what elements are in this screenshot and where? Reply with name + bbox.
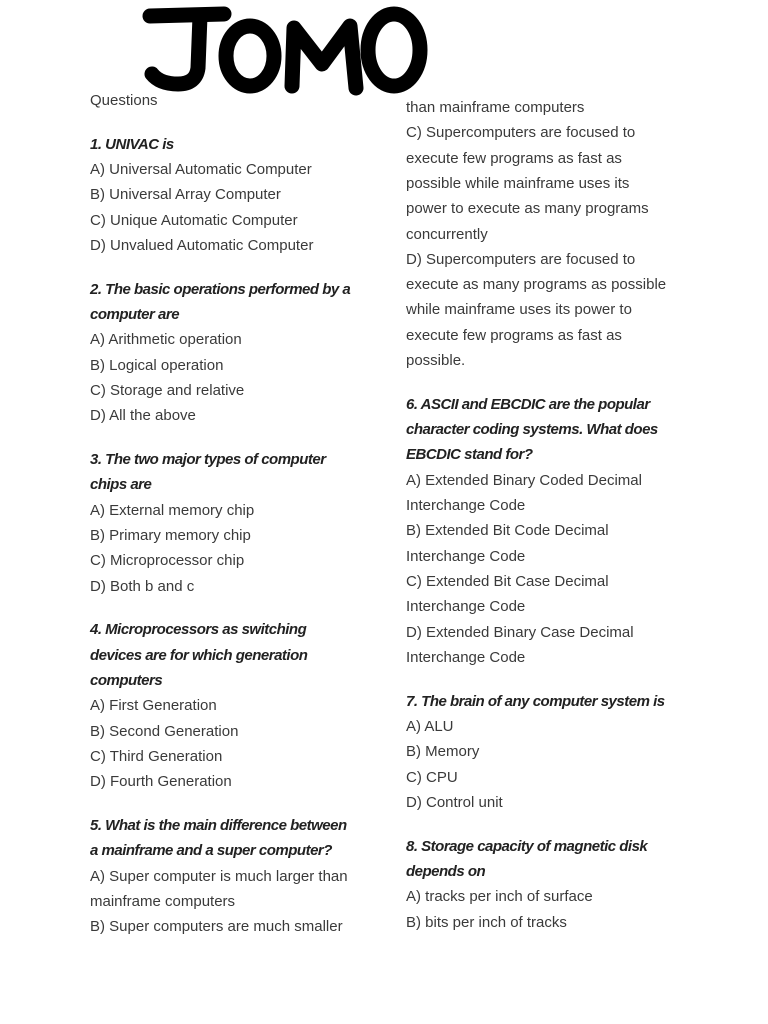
answer-option: A) ALU [406, 717, 454, 735]
answer-option: C) CPU [406, 768, 458, 786]
answer-option: A) Universal Automatic Computer [90, 161, 312, 179]
answer-option: D) Extended Binary Case Decimal [406, 623, 634, 641]
answer-option: A) tracks per inch of surface [406, 888, 593, 906]
question-text: 6. ASCII and EBCDIC are the popular [406, 395, 650, 413]
question-text: devices are for which generation [90, 646, 308, 664]
question-text: 3. The two major types of computer [90, 451, 326, 469]
answer-option: than mainframe computers [406, 99, 585, 116]
answer-option: B) bits per inch of tracks [406, 913, 567, 931]
question-text: a mainframe and a super computer? [90, 842, 332, 860]
answer-option: D) Supercomputers are focused to [406, 250, 636, 268]
answer-option: A) Arithmetic operation [90, 331, 242, 349]
question-text: computer are [90, 306, 180, 324]
question-text: 8. Storage capacity of magnetic disk [406, 837, 648, 855]
answer-option: execute as many programs as possible [406, 276, 667, 294]
answer-option: C) Unique Automatic Computer [90, 211, 298, 229]
question-text: chips are [90, 476, 152, 494]
answer-option: C) Storage and relative [90, 382, 245, 399]
question-text: depends on [406, 862, 486, 880]
answer-option: possible while mainframe uses its [406, 174, 630, 192]
answer-option: D) Fourth Generation [90, 773, 232, 791]
answer-option: Interchange Code [406, 547, 526, 565]
jomo-logo [142, 0, 432, 102]
answer-option: A) Super computer is much larger than [90, 867, 348, 885]
answer-option: C) Supercomputers are focused to [406, 124, 636, 142]
answer-option: C) Extended Bit Case Decimal [406, 572, 609, 590]
answer-option: B) Extended Bit Code Decimal [406, 522, 609, 540]
answer-option: D) Both b and c [90, 577, 195, 595]
question-text: EBCDIC stand for? [406, 446, 533, 464]
question-text: 5. What is the main difference between [90, 817, 347, 834]
answer-option: execute few programs as fast as [406, 149, 622, 167]
answer-option: Interchange Code [406, 497, 526, 514]
question-text: 4. Microprocessors as switching [90, 621, 307, 639]
answer-option: C) Microprocessor chip [90, 552, 245, 570]
answer-option: C) Third Generation [90, 747, 223, 765]
answer-option: while mainframe uses its power to [406, 301, 632, 319]
answer-option: B) Primary memory chip [90, 527, 251, 544]
question-text: 1. UNIVAC is [90, 135, 174, 153]
questions-heading: Questions [90, 92, 158, 109]
answer-option: D) All the above [90, 407, 196, 425]
answer-option: power to execute as many programs [406, 200, 649, 218]
answer-option: mainframe computers [90, 892, 236, 910]
question-text: 7. The brain of any computer system is [406, 692, 665, 710]
answer-option: B) Logical operation [90, 356, 224, 374]
answer-option: B) Universal Array Computer [90, 186, 281, 204]
answer-option: concurrently [406, 225, 488, 243]
answer-option: Interchange Code [406, 598, 526, 616]
answer-option: A) Extended Binary Coded Decimal [406, 471, 642, 489]
answer-option: B) Memory [406, 743, 480, 761]
question-text: character coding systems. What does [406, 421, 658, 439]
answer-option: D) Control unit [406, 793, 503, 811]
answer-option: execute few programs as fast as [406, 326, 622, 344]
answer-option: possible. [406, 352, 466, 369]
answer-option: A) First Generation [90, 697, 217, 715]
question-text: computers [90, 672, 163, 689]
answer-option: Interchange Code [406, 648, 526, 666]
question-text: 2. The basic operations performed by a [90, 280, 351, 298]
answer-option: B) Second Generation [90, 722, 239, 740]
answer-option: D) Unvalued Automatic Computer [90, 237, 314, 254]
answer-option: B) Super computers are much smaller [90, 918, 343, 936]
jomo-logo-art [142, 0, 432, 102]
answer-option: A) External memory chip [90, 501, 255, 519]
